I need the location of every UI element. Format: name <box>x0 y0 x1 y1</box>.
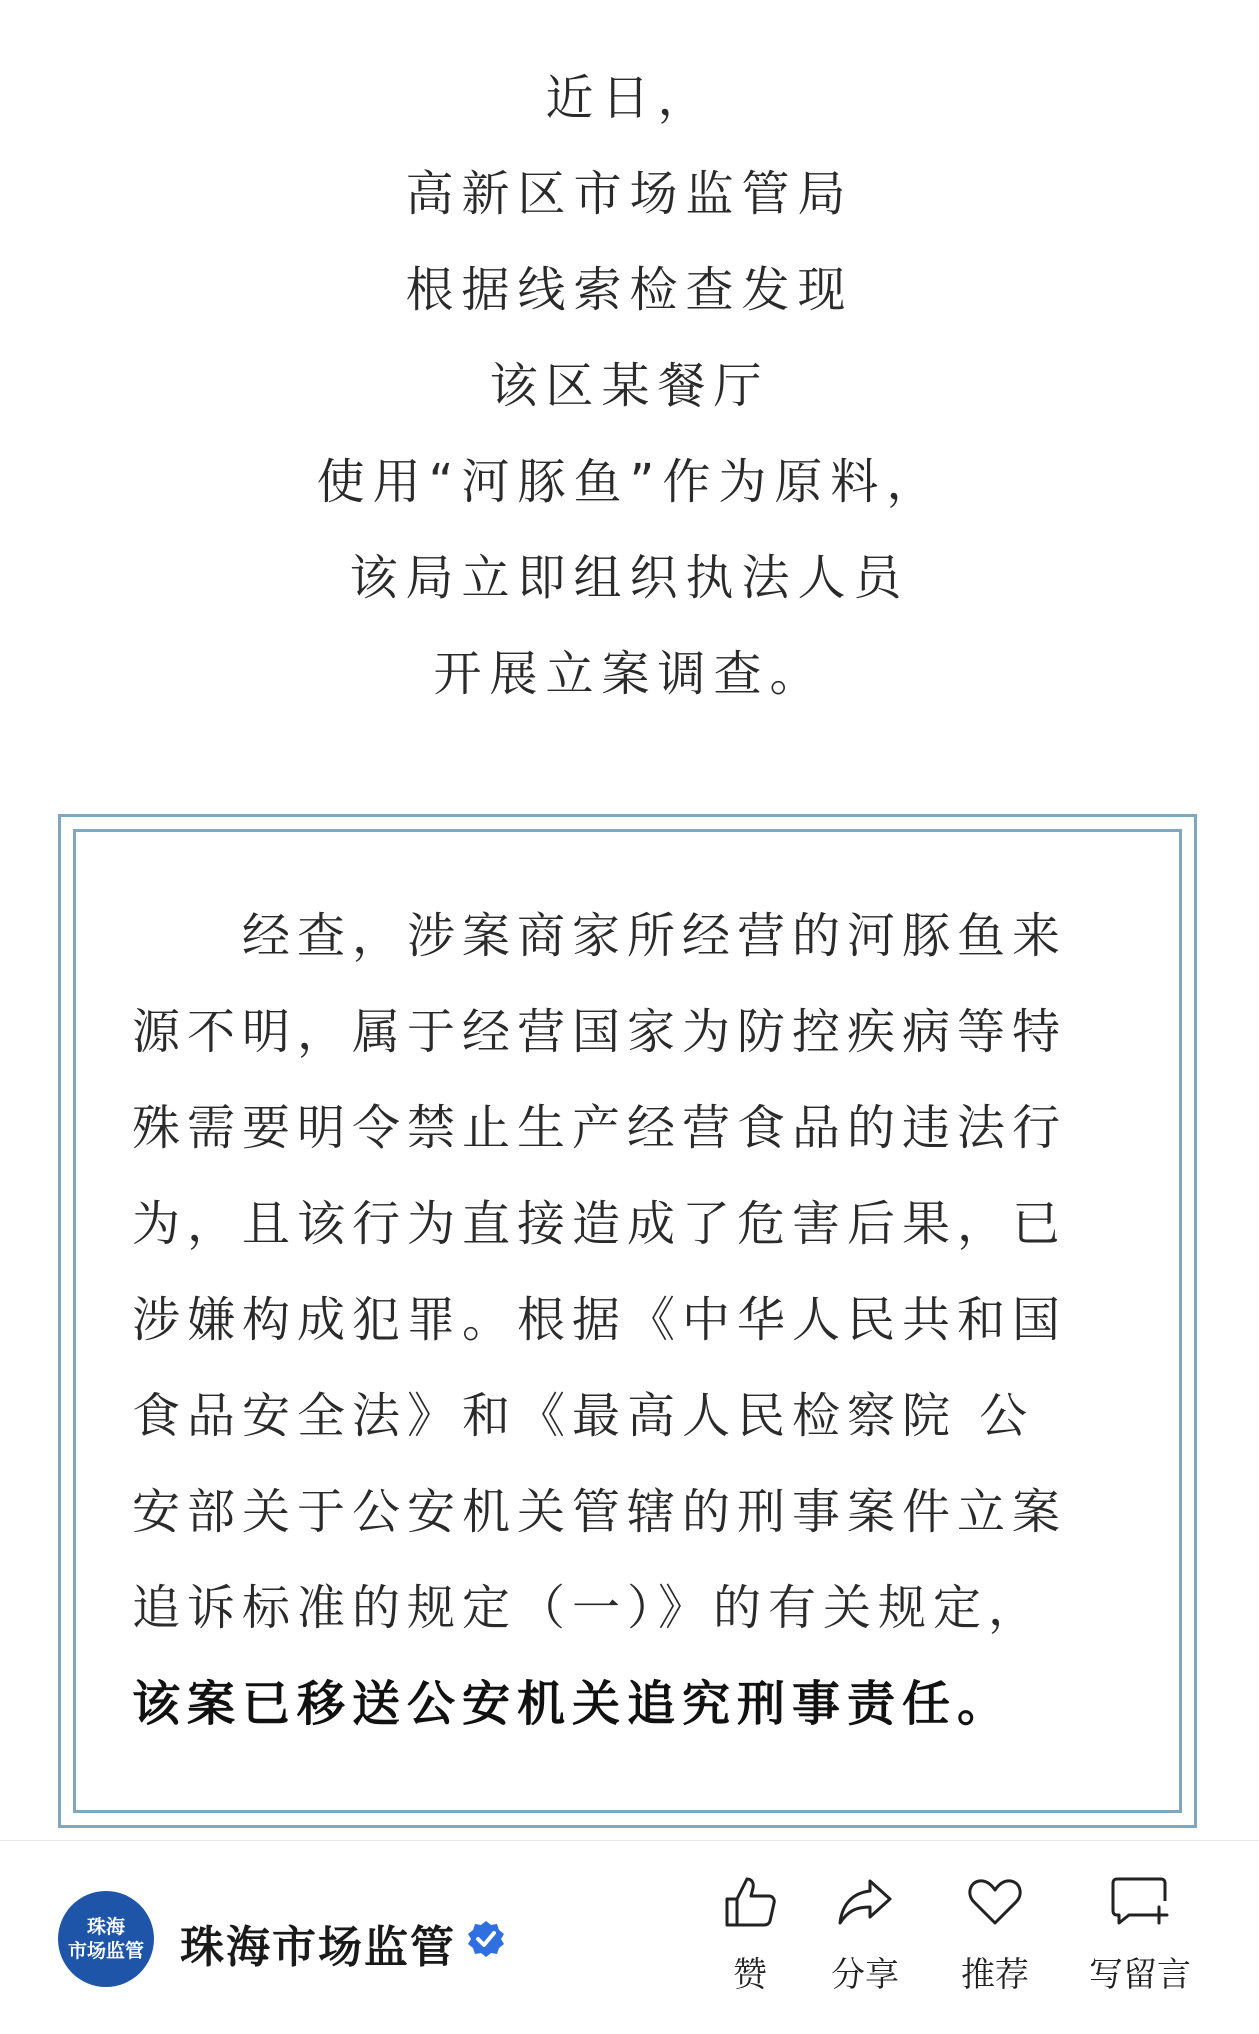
notice-line: 为，且该行为直接造成了危害后果，已 <box>132 1196 1068 1252</box>
like-button[interactable] <box>690 1871 810 1996</box>
notice-line: 经查，涉案商家所经营的河豚鱼来 <box>242 908 1068 964</box>
comment-label: 写留言 <box>1089 1955 1191 1995</box>
intro-line: 该区某餐厅 <box>489 358 770 414</box>
thumbs-up-icon <box>719 1871 781 1933</box>
intro-line: 高新区市场监管局 <box>405 166 854 222</box>
notice-line: 涉嫌构成犯罪。根据《中华人民共和国 <box>132 1292 1068 1348</box>
account-footer <box>0 1841 1259 2034</box>
write-comment-icon <box>1109 1871 1171 1933</box>
intro-line: 该局立即组织执法人员 <box>349 550 910 606</box>
intro-line: 使用“河豚鱼”作为原料， <box>316 454 943 510</box>
intro-line: 根据线索检查发现 <box>405 262 854 318</box>
account-name[interactable]: 珠海市场监管 <box>180 1922 456 1973</box>
avatar-text-line: 珠海 <box>86 1916 125 1938</box>
notice-line: 安部关于公安机关管辖的刑事案件立案 <box>132 1484 1068 1540</box>
share-icon <box>834 1871 896 1933</box>
notice-line: 殊需要明令禁止生产经营食品的违法行 <box>132 1100 1068 1156</box>
notice-conclusion: 该案已移送公安机关追究刑事责任。 <box>132 1676 1013 1732</box>
recommend-button[interactable] <box>935 1871 1055 1996</box>
intro-line: 开展立案调查。 <box>433 646 826 702</box>
notice-line: 源不明，属于经营国家为防控疾病等特 <box>132 1004 1068 1060</box>
intro-line: 近日， <box>545 70 714 126</box>
like-label: 赞 <box>733 1955 767 1995</box>
avatar[interactable] <box>58 1891 154 1987</box>
verified-check-icon <box>466 1919 506 1959</box>
share-button[interactable] <box>805 1871 925 1996</box>
notice-body <box>132 888 1072 1752</box>
recommend-label: 推荐 <box>961 1955 1029 1995</box>
notice-line: 追诉标准的规定（一）》的有关规定， <box>132 1580 1044 1636</box>
intro-text <box>0 50 1259 722</box>
notice-line: 食品安全法》和《最高人民检察院 公 <box>132 1388 1035 1444</box>
heart-icon <box>964 1871 1026 1933</box>
comment-button[interactable] <box>1080 1871 1200 1996</box>
share-label: 分享 <box>831 1955 899 1995</box>
avatar-text-line: 市场监管 <box>67 1940 144 1962</box>
